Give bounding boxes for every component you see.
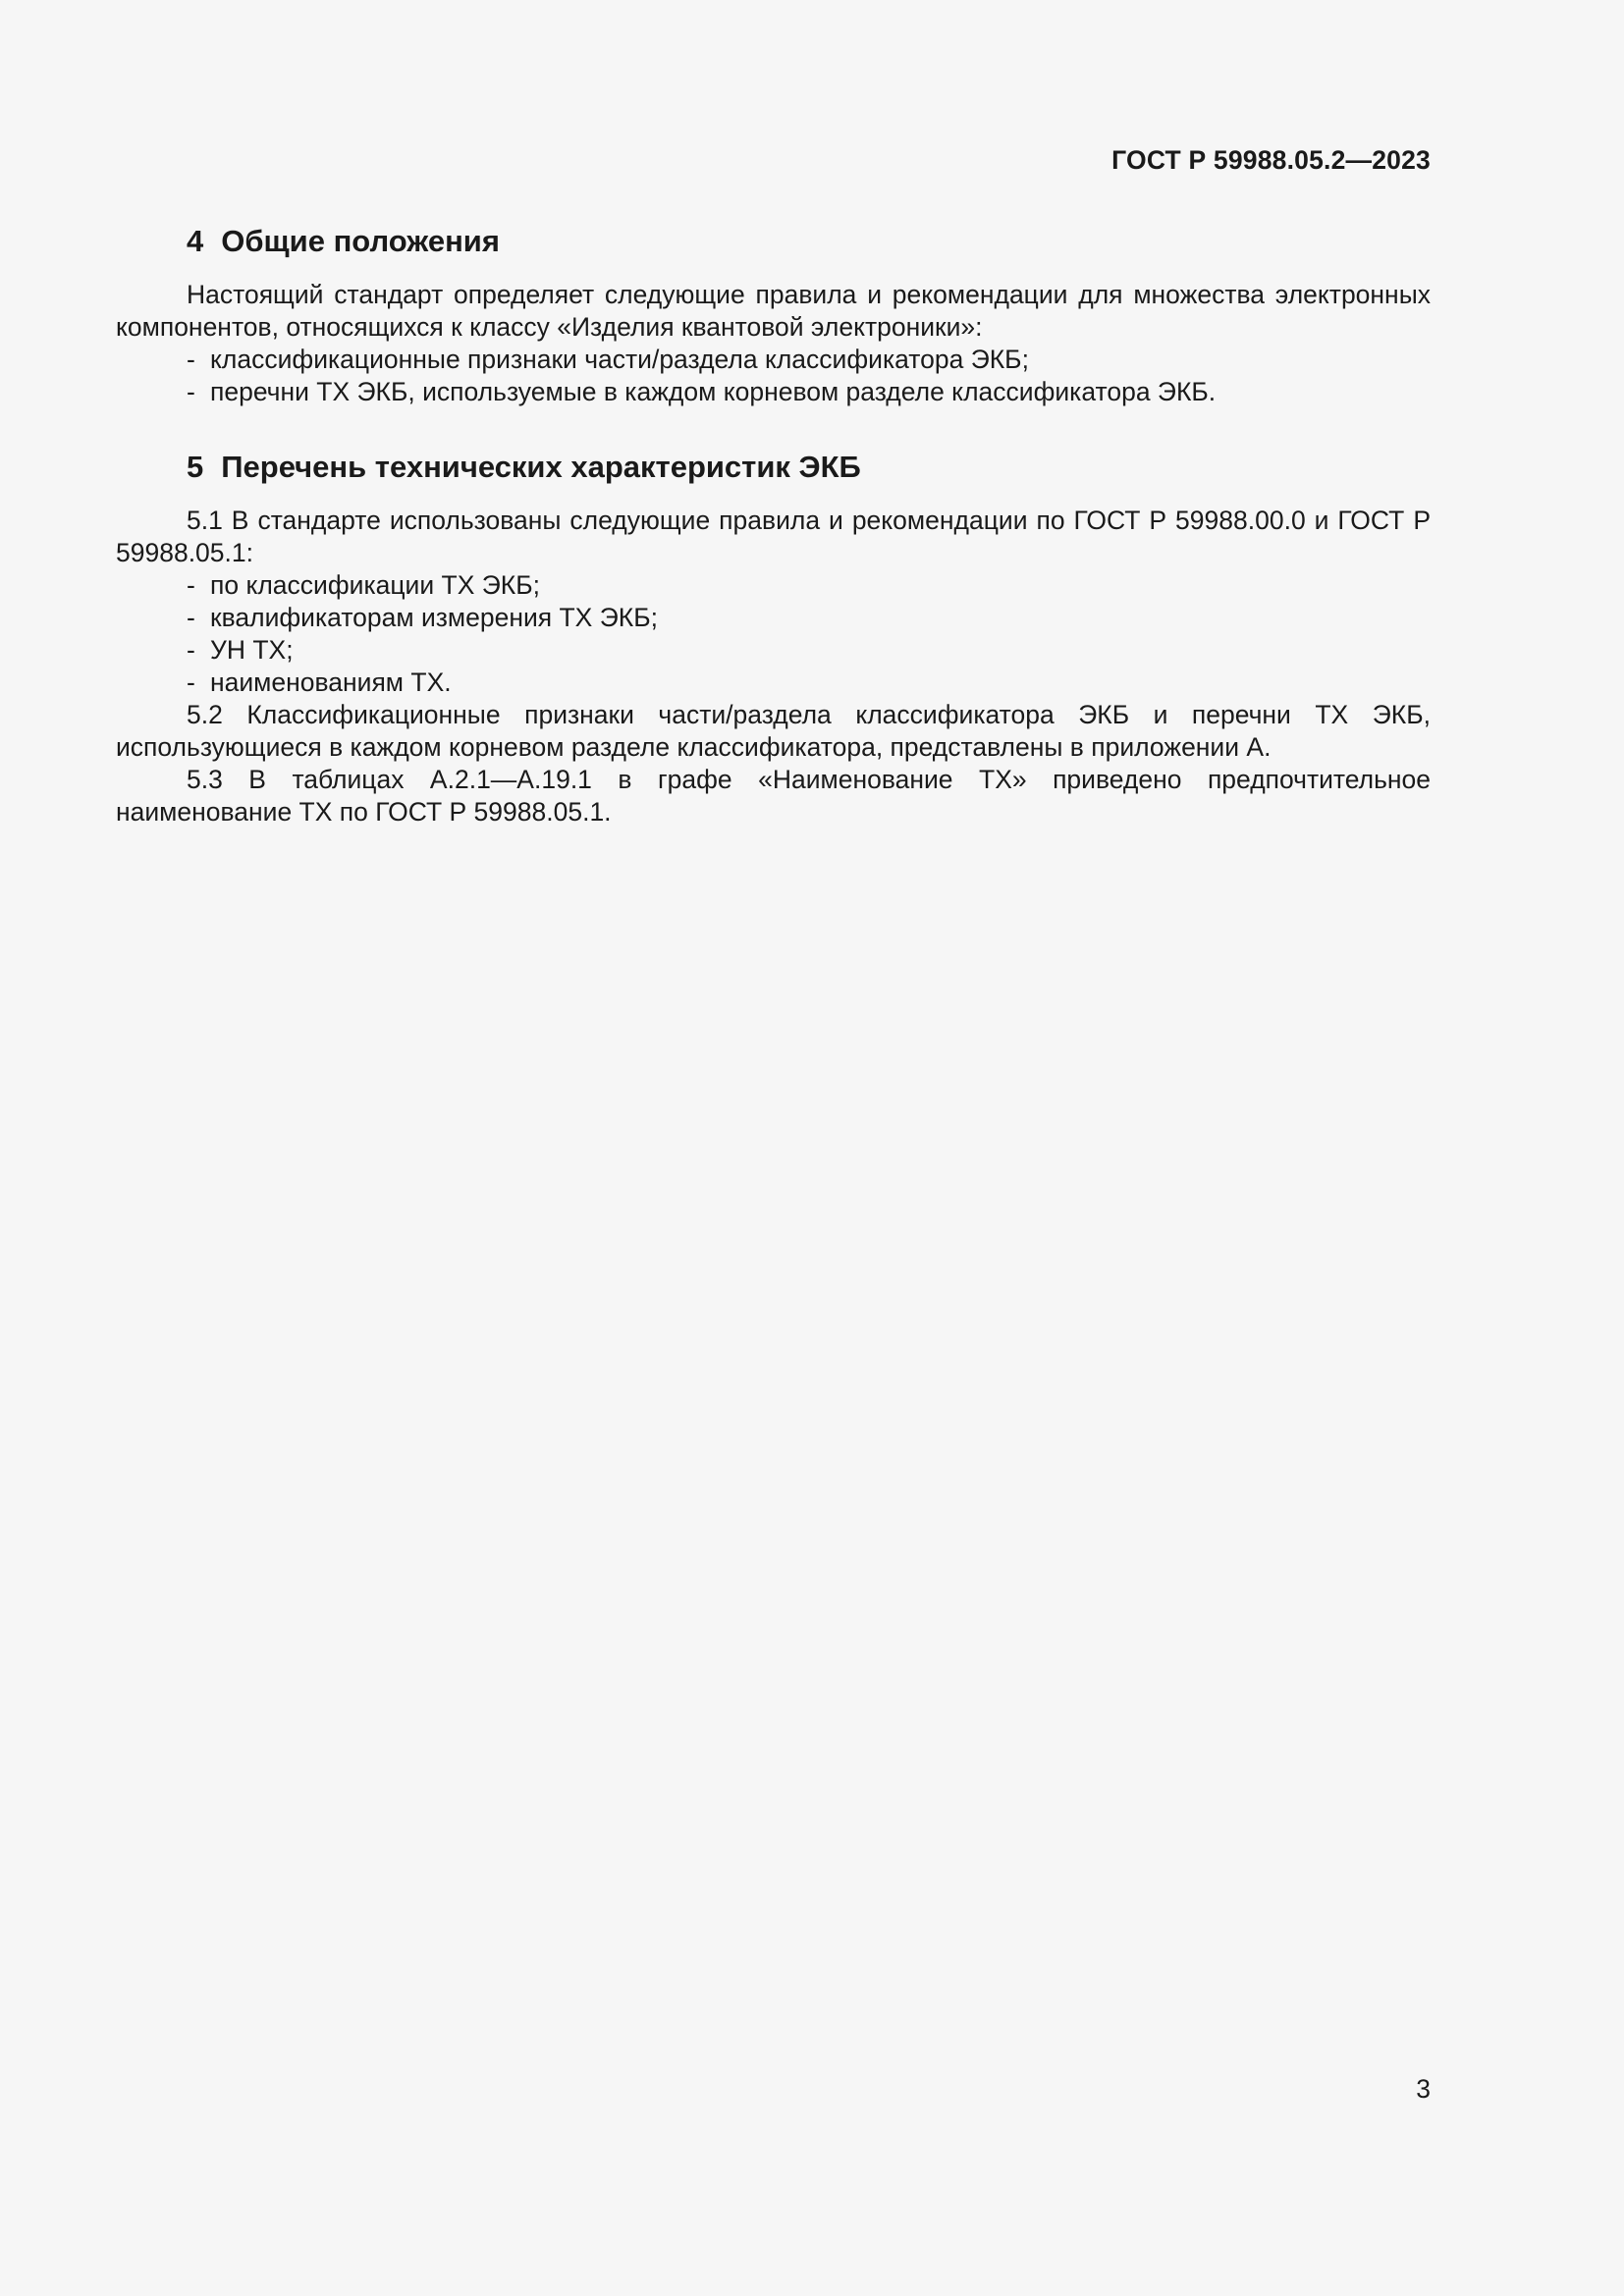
- section-5-list: [116, 569, 1431, 699]
- clause-5-2: 5.2 Классификационные признаки части/раздела классификатора ЭКБ и перечни ТХ ЭКБ, использующиеся в каждом корневом разделе классификатора, представлены в приложении А.: [116, 700, 1431, 762]
- standard-code-header: ГОСТ Р 59988.05.2—2023: [1111, 145, 1431, 175]
- clause-5-3: 5.3 В таблицах А.2.1—А.19.1 в графе «Наименование ТХ» приведено предпочтительное наименование ТХ по ГОСТ Р 59988.05.1.: [116, 765, 1431, 827]
- section-4-list: [116, 344, 1431, 408]
- section-4-intro: Настоящий стандарт определяет следующие правила и рекомендации для множества электронных компонентов, относящихся к классу «Изделия квантовой электроники»:: [116, 280, 1431, 342]
- section-4-number: 4: [187, 224, 204, 258]
- list-item: - наименованиям ТХ.: [187, 667, 1431, 699]
- clause-5-1: 5.1 В стандарте использованы следующие правила и рекомендации по ГОСТ Р 59988.00.0 и ГОСТ Р 59988.05.1:: [116, 506, 1431, 567]
- list-item: - УН ТХ;: [187, 634, 1431, 667]
- list-item: - по классификации ТХ ЭКБ;: [187, 569, 1431, 602]
- list-item: - квалификаторам измерения ТХ ЭКБ;: [187, 602, 1431, 634]
- section-5-number: 5: [187, 450, 204, 484]
- page-number: 3: [1416, 2074, 1431, 2104]
- section-4-title: Общие положения: [221, 224, 500, 258]
- page-content: [116, 222, 1431, 828]
- section-5-heading: [187, 448, 1431, 487]
- list-item: - перечни ТХ ЭКБ, используемые в каждом корневом разделе классификатора ЭКБ.: [187, 376, 1431, 408]
- section-5-title: Перечень технических характеристик ЭКБ: [221, 450, 861, 484]
- list-item: - классификационные признаки части/раздела классификатора ЭКБ;: [187, 344, 1431, 376]
- section-4-heading: [187, 222, 1431, 261]
